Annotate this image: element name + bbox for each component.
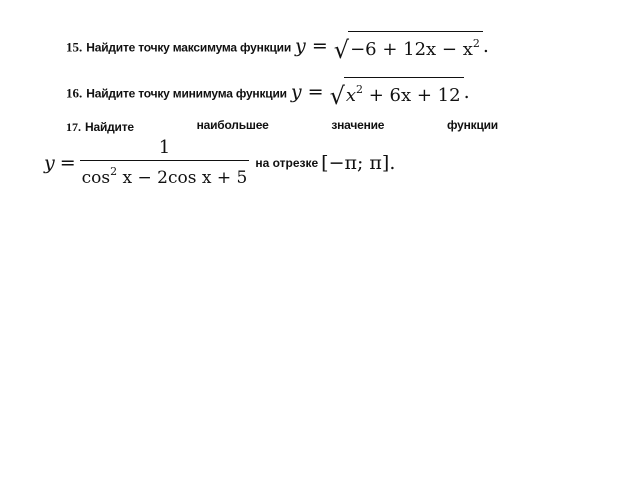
radicand-rest: + 6x + 12 [363, 85, 461, 106]
denominator-rest: x − 2cos x + 5 [117, 168, 248, 188]
formula-period: . [463, 80, 470, 103]
segment-text: на отрезке [255, 156, 319, 170]
problem-text: Найдите точку максимума функции [86, 40, 292, 55]
formula [290, 80, 470, 110]
formula-lhs: y [44, 152, 55, 174]
radicand-exponent: 2 [356, 83, 364, 96]
formula-lhs: y [290, 80, 302, 103]
formula-lhs: y [295, 34, 306, 57]
denominator-exponent: 2 [110, 165, 118, 178]
radicand-body: −6 + 12x − x [350, 39, 473, 60]
word-3: значение [331, 118, 385, 132]
interval: [−π; π] [321, 152, 390, 174]
problem-text: Найдите точку минимума функции [86, 86, 287, 101]
problem-number: 17. [66, 120, 81, 134]
radical-sign-icon: √ [329, 82, 345, 110]
problem-number: 16. [66, 85, 83, 101]
equals-sign: = [59, 152, 76, 174]
radicand-exponent: 2 [472, 37, 480, 50]
equals-sign: = [307, 80, 324, 103]
problem-17-heading [66, 118, 498, 136]
radical-sign-icon: √ [333, 36, 350, 64]
problem-16 [66, 77, 470, 108]
denominator-cos: cos [81, 168, 111, 188]
fraction [80, 138, 250, 188]
formula [295, 34, 489, 64]
square-root [334, 31, 483, 62]
fraction-denominator [80, 160, 250, 188]
problem-number: 15. [66, 39, 83, 55]
problem-17-formula [44, 138, 395, 188]
radicand [348, 31, 483, 62]
radicand-variable: x [345, 85, 357, 106]
word-2: наибольшее [196, 118, 269, 132]
formula-period: . [389, 152, 396, 174]
word-4: функции [446, 118, 498, 132]
fraction-numerator: 1 [158, 137, 171, 158]
word-1: Найдите [85, 120, 134, 134]
equals-sign: = [311, 34, 328, 57]
problem-15 [66, 31, 489, 62]
radicand [344, 77, 464, 108]
formula-period: . [482, 34, 489, 57]
square-root [330, 77, 464, 108]
